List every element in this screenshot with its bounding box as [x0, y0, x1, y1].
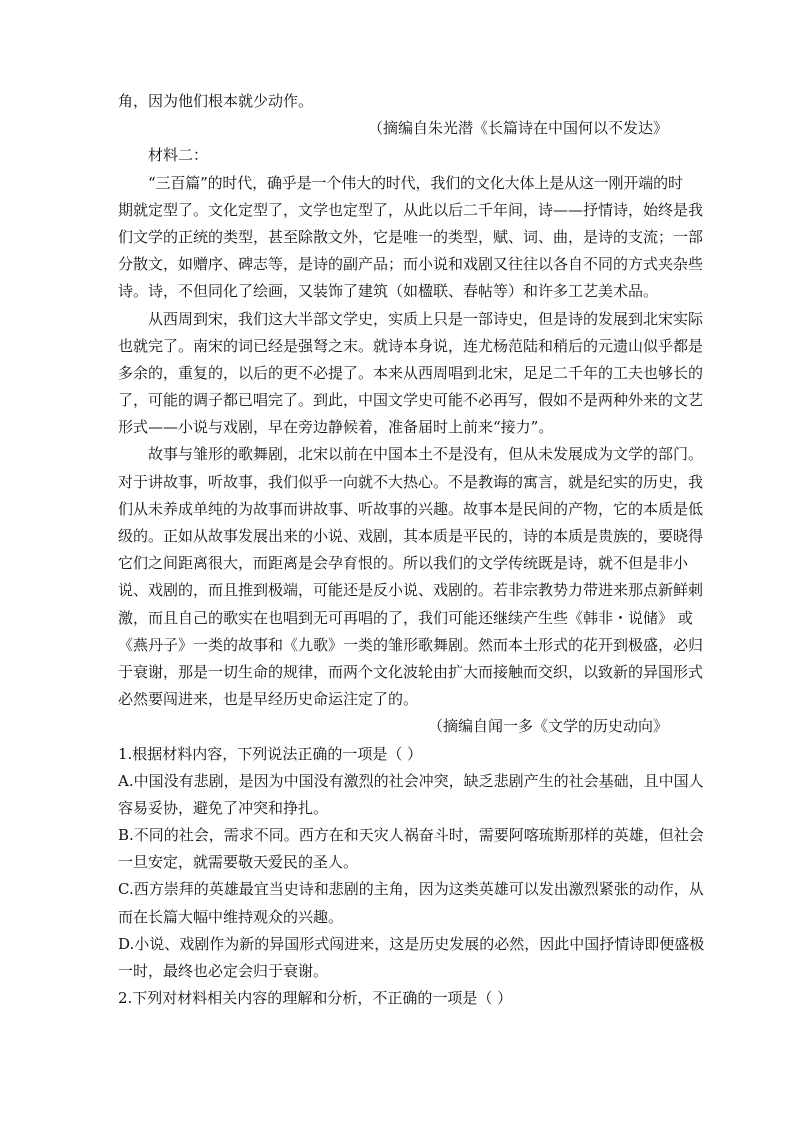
material-one-tail-line: 角，因为他们根本就少动作。: [118, 92, 314, 110]
material-two-paragraph-1: [118, 170, 704, 306]
option-line: C.西方崇拜的英雄最宜当史诗和悲剧的主角，因为这类英雄可以发出激烈紧张的动作，从: [118, 880, 704, 899]
question-1: [118, 741, 705, 986]
paragraph-line: 激，而且自己的歌实在也唱到无可再唱的了，我们可能还继续产生些《韩非・说储》 或: [118, 608, 693, 627]
question-1-option-a: [118, 768, 704, 822]
material-two-label: 材料二：: [148, 146, 209, 165]
paragraph-line: 从西周到宋，我们这大半部文学史，实质上只是一部诗史，但是诗的发展到北宋实际: [148, 309, 704, 328]
paragraph-line: 《燕丹子》一类的故事和《九歌》一类的雏形歌舞剧。然而本土形式的花开到极盛，必归: [118, 635, 704, 654]
material-two-paragraph-3: [118, 441, 704, 713]
question-2-stem: 2.下列对材料相关内容的理解和分析，不正确的一项是（ ）: [118, 989, 513, 1008]
paragraph-line: 们从未养成单纯的为故事而讲故事、听故事的兴趣。故事本是民间的产物，它的本质是低: [118, 499, 704, 518]
paragraph-line: 形式——小说与戏剧，早在旁边静候着，准备届时上前来“接力”。: [118, 418, 554, 437]
material-two-source: （摘编自闻一多《文学的历史动向》: [427, 717, 668, 736]
paragraph-line: 于衰谢，那是一切生命的规律，而两个文化波轮由扩大而接触而交织，以致新的异国形式: [118, 662, 704, 681]
paragraph-line: 说、戏剧的，而且推到极端，可能还是反小说、戏剧的。若非宗教势力带进来那点新鲜刺: [118, 581, 704, 600]
question-2: [118, 985, 670, 1012]
paragraph-line: 它们之间距离很大，而距离是会孕育恨的。所以我们的文学传统既是诗，就不但是非小: [118, 554, 689, 573]
paragraph-line: 也就完了。南宋的词已经是强弩之末。就诗本身说，连尤杨范陆和稍后的元遗山似乎都是: [118, 336, 704, 355]
paragraph-line: 必然要闯进来，也是早经历史命运注定了的。: [118, 690, 419, 709]
paragraph-line: 多余的，重复的，以后的更不必提了。本来从西周唱到北宋，足足二千年的工夫也够长的: [118, 363, 704, 382]
paragraph-line: 期就定型了。文化定型了，文学也定型了，从此以后二千年间，诗——抒情诗，始终是我: [118, 200, 704, 219]
question-1-option-b: [118, 822, 704, 876]
option-line: 而在长篇大幅中维持观众的兴趣。: [118, 907, 344, 926]
option-line: 一时，最终也必定会归于衰谢。: [118, 962, 329, 980]
option-line: B.不同的社会，需求不同。西方在和天灾人祸奋斗时，需要阿喀琉斯那样的英雄，但社会: [118, 826, 704, 845]
paragraph-line: “三百篇”的时代，确乎是一个伟大的时代，我们的文化大体上是从这一刚开端的时: [148, 173, 683, 192]
material-two-paragraph-2: [118, 306, 704, 442]
option-line: 容易妥协，避免了冲突和挣扎。: [118, 798, 329, 817]
option-line: D.小说、戏剧作为新的异国形式闯进来，这是历史发展的必然，因此中国抒情诗即便盛极: [118, 934, 705, 953]
paragraph-line: 分散文，如赠序、碑志等，是诗的副产品；而小说和戏剧又往往以各自不同的方式夹杂些: [118, 255, 704, 274]
option-line: 一旦安定，就需要敬天爱民的圣人。: [118, 853, 359, 872]
option-line: A.中国没有悲剧，是因为中国没有激烈的社会冲突，缺乏悲剧产生的社会基础，且中国人: [118, 771, 704, 790]
paragraph-line: 故事与雏形的歌舞剧，北宋以前在中国本土不是没有，但从未发展成为文学的部门。: [148, 445, 704, 464]
paragraph-line: 们文学的正统的类型，甚至除散文外，它是唯一的类型，赋、词、曲，是诗的支流；一部: [118, 227, 704, 246]
question-1-stem: 1.根据材料内容，下列说法正确的一项是（ ）: [118, 744, 423, 763]
paragraph-line: 了，可能的调子都已唱完了。到此，中国文学史可能不必再写，假如不是两种外来的文艺: [118, 391, 704, 410]
paragraph-line: 级的。正如从故事发展出来的小说、戏剧，其本质是平民的，诗的本质是贵族的，要晓得: [118, 527, 704, 545]
question-1-option-c: [118, 876, 704, 930]
paragraph-line: 对于讲故事，听故事，我们似乎一向就不大热心。不是教诲的寓言，就是纪实的历史，我: [118, 472, 704, 491]
paragraph-line: 诗。诗，不但同化了绘画，又装饰了建筑（如楹联、春帖等）和许多工艺美术品。: [118, 282, 659, 301]
question-1-option-d: [118, 931, 705, 985]
material-one-source: （摘编自朱光潜《长篇诗在中国何以不发达》: [367, 119, 668, 138]
